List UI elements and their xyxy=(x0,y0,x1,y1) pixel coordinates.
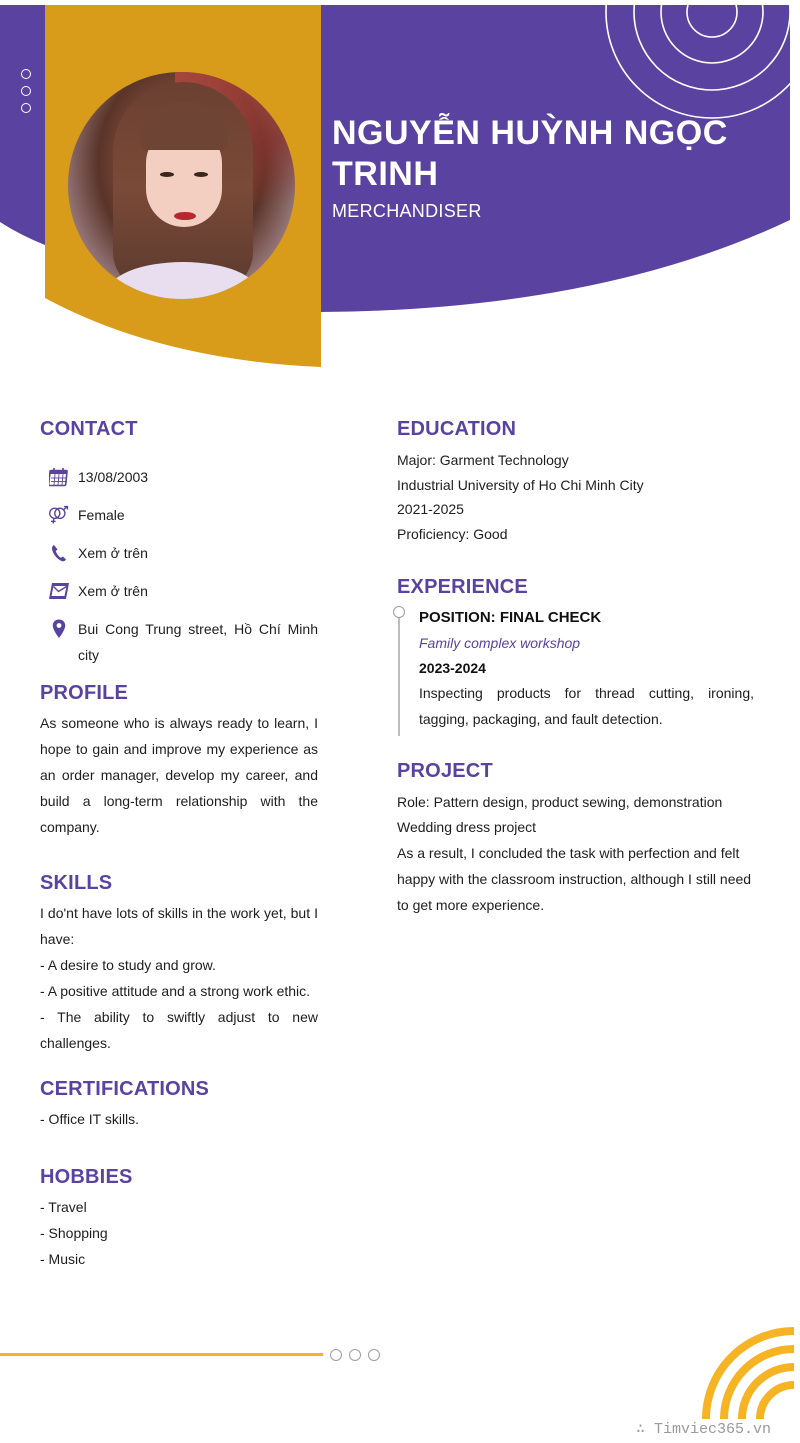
job-title: MERCHANDISER xyxy=(332,201,482,221)
location-icon xyxy=(48,616,70,642)
hobbies-section xyxy=(40,1164,318,1272)
section-heading: HOBBIES xyxy=(40,1166,133,1188)
skill-item: - The ability to swiftly adjust to new challenges. xyxy=(40,1009,318,1051)
decorative-arcs-icon xyxy=(690,1315,800,1424)
contact-item-address xyxy=(40,616,318,668)
project-result: As a result, I concluded the task with perfection and felt happy with the classroom instruction, although I still need to get more experience. xyxy=(397,845,752,913)
gender-value: Female xyxy=(78,507,125,523)
hobby-item: - Music xyxy=(40,1251,86,1267)
footer-divider xyxy=(0,1353,323,1356)
education-period: 2021-2025 xyxy=(397,501,464,517)
contact-item-email xyxy=(40,578,318,604)
skills-intro: I do'nt have lots of skills in the work yet, but I have: xyxy=(40,905,318,947)
project-section xyxy=(397,758,754,918)
section-heading: CERTIFICATIONS xyxy=(40,1078,210,1100)
contact-list xyxy=(40,464,318,668)
dot-icon xyxy=(349,1349,361,1361)
education-section xyxy=(397,416,754,546)
avatar xyxy=(68,72,295,299)
certification-item: - Office IT skills. xyxy=(40,1111,140,1127)
contact-section xyxy=(40,416,318,668)
birthday-value: 13/08/2003 xyxy=(78,469,149,485)
section-heading: EXPERIENCE xyxy=(397,576,528,598)
calendar-icon xyxy=(48,464,70,490)
left-column xyxy=(40,416,318,1272)
section-heading: EDUCATION xyxy=(397,418,517,440)
section-heading: PROFILE xyxy=(40,682,129,704)
experience-item xyxy=(397,606,754,732)
experience-section xyxy=(397,574,754,732)
dot-icon xyxy=(21,103,31,113)
section-heading: CONTACT xyxy=(40,418,138,440)
education-school: Industrial University of Ho Chi Minh City xyxy=(397,476,644,493)
education-proficiency: Proficiency: Good xyxy=(397,525,508,542)
project-role: Role: Pattern design, product sewing, demonstration xyxy=(397,794,723,810)
gender-icon xyxy=(48,502,70,528)
dot-icon xyxy=(21,69,31,79)
right-column xyxy=(397,416,754,918)
education-major: Major: Garment Technology xyxy=(397,452,569,468)
watermark-text: ∴ Timviec365.vn xyxy=(636,1421,772,1438)
dot-icon xyxy=(330,1349,342,1361)
candidate-name: NGUYỄN HUỲNH NGỌC TRINH xyxy=(332,114,728,193)
phone-icon xyxy=(48,540,70,566)
decorative-dots xyxy=(21,69,31,120)
experience-description: Inspecting products for thread cutting, ironing, tagging, packaging, and fault detection. xyxy=(419,685,754,727)
contact-item-birthday xyxy=(40,464,318,490)
timeline-dot-icon xyxy=(393,606,405,618)
address-value: Bui Cong Trung street, Hồ Chí Minh city xyxy=(78,621,318,663)
email-icon xyxy=(48,578,70,604)
phone-value[interactable]: Xem ở trên xyxy=(78,545,148,561)
section-heading: SKILLS xyxy=(40,872,113,894)
footer-dots xyxy=(330,1349,380,1361)
contact-item-phone xyxy=(40,540,318,566)
project-name: Wedding dress project xyxy=(397,819,537,835)
hobby-item: - Shopping xyxy=(40,1225,108,1241)
profile-section xyxy=(40,680,318,840)
dot-icon xyxy=(368,1349,380,1361)
experience-company: Family complex workshop xyxy=(419,635,581,651)
experience-position: POSITION: FINAL CHECK xyxy=(419,609,602,626)
profile-text: As someone who is always ready to learn, I hope to gain and improve my experience as an order manager, develop my career, and build a long-term relationship with the company. xyxy=(40,715,318,835)
experience-period: 2023-2024 xyxy=(419,660,486,676)
hobby-item: - Travel xyxy=(40,1199,87,1215)
contact-item-gender xyxy=(40,502,318,528)
skill-item: - A desire to study and grow. xyxy=(40,957,216,973)
name-block xyxy=(332,113,772,222)
skill-item: - A positive attitude and a strong work ethic. xyxy=(40,983,311,999)
certifications-section xyxy=(40,1076,318,1132)
email-value[interactable]: Xem ở trên xyxy=(78,583,148,599)
section-heading: PROJECT xyxy=(397,760,493,782)
timeline-line xyxy=(398,616,400,736)
skills-section xyxy=(40,870,318,1056)
dot-icon xyxy=(21,86,31,96)
